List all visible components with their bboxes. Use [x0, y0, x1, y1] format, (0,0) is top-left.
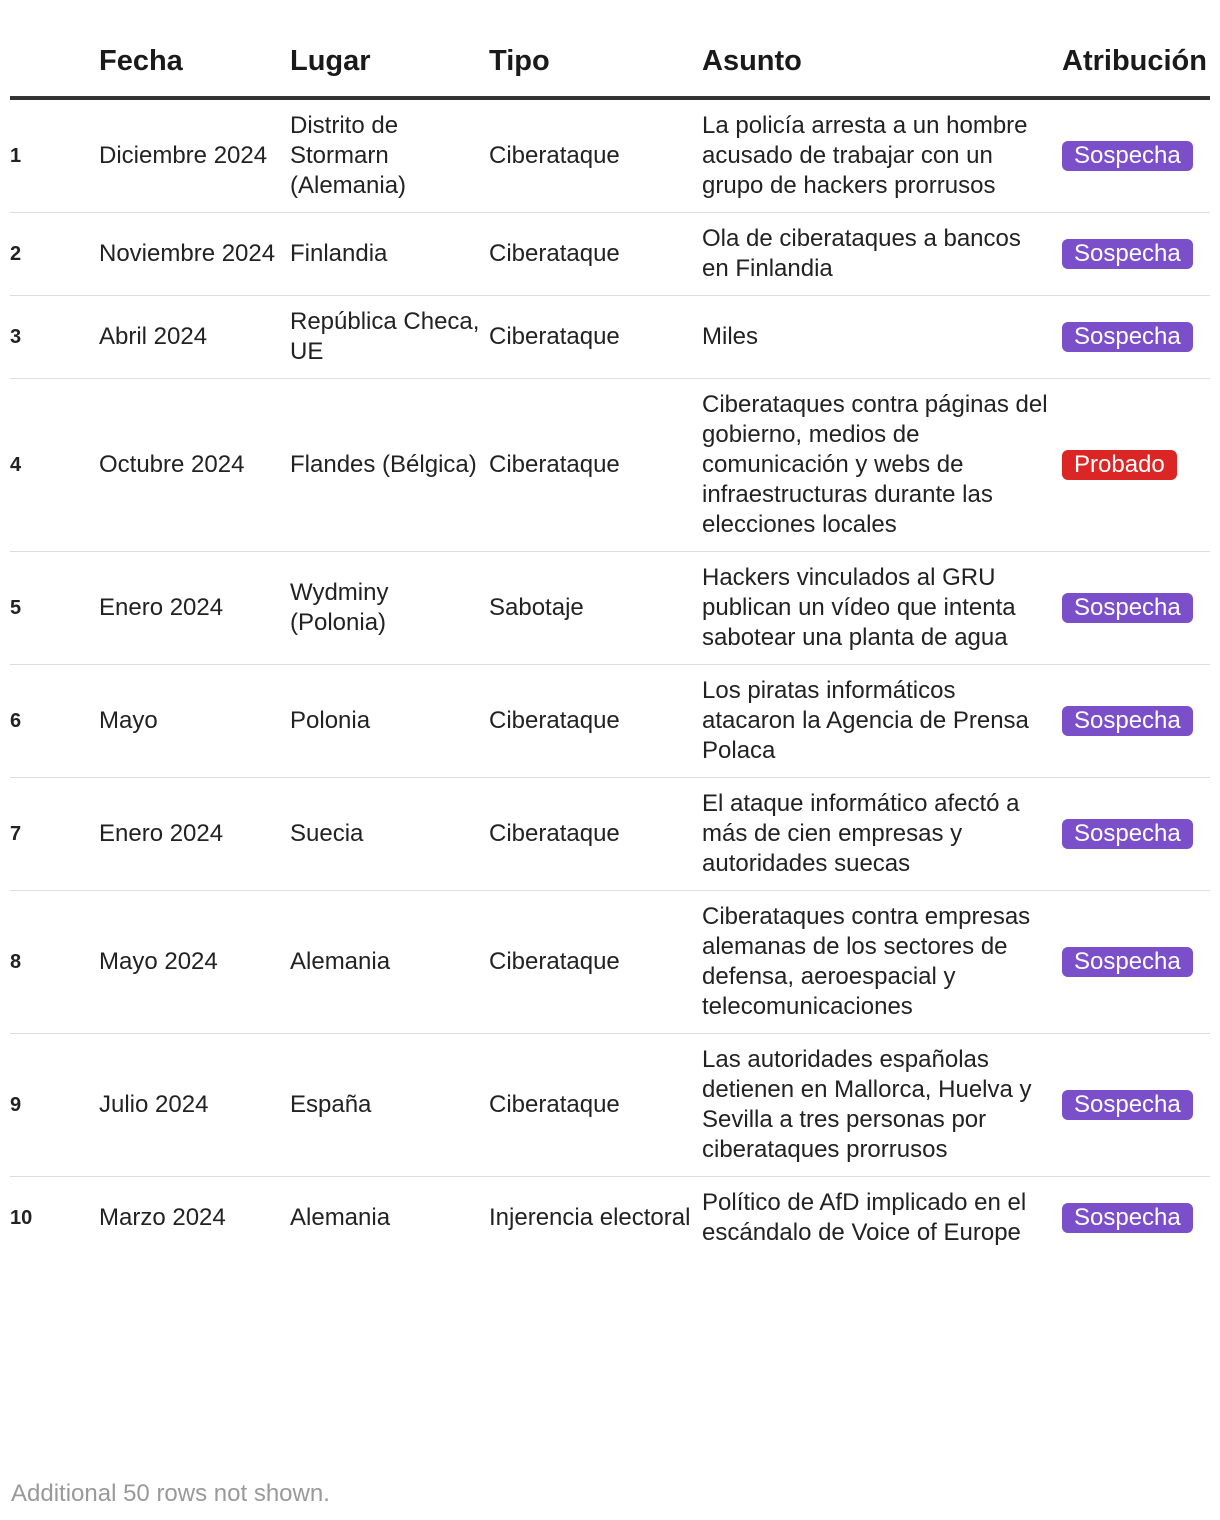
cell-lugar: Polonia	[290, 665, 489, 778]
cell-asunto: Ciberataques contra empresas alemanas de los sectores de defensa, aeroespacial y telecomunicaciones	[702, 891, 1062, 1034]
table-row	[10, 665, 1210, 778]
cell-tipo: Ciberataque	[489, 778, 702, 891]
cell-lugar: Wydminy (Polonia)	[290, 552, 489, 665]
attribution-badge: Sospecha	[1062, 706, 1193, 736]
cell-tipo: Sabotaje	[489, 552, 702, 665]
table-row	[10, 98, 1210, 213]
cell-lugar: España	[290, 1034, 489, 1177]
header-asunto[interactable]: Asunto	[702, 0, 1062, 98]
cell-lugar: República Checa, UE	[290, 296, 489, 379]
cell-num: 8	[10, 891, 99, 1034]
cell-fecha: Diciembre 2024	[99, 98, 290, 213]
cell-lugar: Suecia	[290, 778, 489, 891]
table-row	[10, 778, 1210, 891]
cell-num: 9	[10, 1034, 99, 1177]
cell-fecha: Mayo	[99, 665, 290, 778]
header-num	[10, 0, 99, 98]
cell-tipo: Ciberataque	[489, 213, 702, 296]
cell-num: 10	[10, 1207, 33, 1229]
cell-num: 3	[10, 296, 99, 379]
attribution-badge: Sospecha	[1062, 819, 1193, 849]
cell-atribucion	[1062, 213, 1210, 296]
cell-tipo: Ciberataque	[489, 296, 702, 379]
attribution-badge: Sospecha	[1062, 1203, 1193, 1233]
header-lugar[interactable]: Lugar	[290, 0, 489, 98]
table-row	[10, 891, 1210, 1034]
cell-num: 2	[10, 213, 99, 296]
cell-tipo: Ciberataque	[489, 1034, 702, 1177]
cell-asunto: La policía arresta a un hombre acusado de trabajar con un grupo de hackers prorrusos	[702, 98, 1062, 213]
cell-atribucion	[1062, 778, 1210, 891]
cell-atribucion	[1062, 296, 1210, 379]
cell-tipo: Injerencia electoral	[489, 1204, 691, 1231]
cell-num: 1	[10, 98, 99, 213]
table-row	[10, 296, 1210, 379]
cell-lugar: Alemania	[290, 1204, 391, 1231]
cell-num: 4	[10, 379, 99, 552]
table-body	[10, 98, 1210, 1259]
cell-asunto: Hackers vinculados al GRU publican un vídeo que intenta sabotear una planta de agua	[702, 552, 1062, 665]
attribution-badge: Sospecha	[1062, 239, 1193, 269]
table-header	[10, 0, 1210, 98]
header-row	[10, 0, 1210, 98]
cell-atribucion	[1062, 552, 1210, 665]
cell-atribucion	[1062, 891, 1210, 1034]
attribution-badge: Sospecha	[1062, 141, 1193, 171]
cell-asunto: Los piratas informáticos atacaron la Agencia de Prensa Polaca	[702, 665, 1062, 778]
cell-asunto: Político de AfD implicado en el escándalo de Voice of Europe	[702, 1189, 1027, 1246]
header-tipo[interactable]: Tipo	[489, 0, 702, 98]
table-row	[10, 1177, 1210, 1260]
attribution-badge: Sospecha	[1062, 322, 1193, 352]
cell-asunto: El ataque informático afectó a más de cien empresas y autoridades suecas	[702, 778, 1062, 891]
cell-lugar: Alemania	[290, 891, 489, 1034]
cell-asunto: Ciberataques contra páginas del gobierno, medios de comunicación y webs de infraestructuras durante las elecciones locales	[702, 379, 1062, 552]
attribution-badge: Sospecha	[1062, 947, 1193, 977]
cell-tipo: Ciberataque	[489, 379, 702, 552]
header-fecha[interactable]: Fecha	[99, 0, 290, 98]
cell-tipo: Ciberataque	[489, 665, 702, 778]
cell-fecha: Octubre 2024	[99, 379, 290, 552]
incidents-table	[10, 0, 1210, 1259]
cell-fecha: Noviembre 2024	[99, 213, 290, 296]
cell-num: 5	[10, 552, 99, 665]
cell-atribucion	[1062, 665, 1210, 778]
cell-atribucion	[1062, 379, 1210, 552]
table-row	[10, 213, 1210, 296]
cell-fecha: Mayo 2024	[99, 891, 290, 1034]
table-row	[10, 1034, 1210, 1177]
attribution-badge: Sospecha	[1062, 1090, 1193, 1120]
cell-atribucion	[1062, 1034, 1210, 1177]
cell-tipo: Ciberataque	[489, 98, 702, 213]
data-table-container	[10, 0, 1210, 1259]
cell-fecha: Enero 2024	[99, 778, 290, 891]
cell-fecha: Julio 2024	[99, 1034, 290, 1177]
cell-fecha: Marzo 2024	[99, 1204, 226, 1231]
cell-asunto: Ola de ciberataques a bancos en Finlandia	[702, 213, 1062, 296]
cell-num: 7	[10, 778, 99, 891]
cell-tipo: Ciberataque	[489, 891, 702, 1034]
cell-asunto: Miles	[702, 296, 1062, 379]
cell-fecha: Abril 2024	[99, 296, 290, 379]
attribution-badge: Probado	[1062, 450, 1177, 480]
footer-note: Additional 50 rows not shown.	[11, 1480, 330, 1507]
cell-fecha: Enero 2024	[99, 552, 290, 665]
cell-lugar: Flandes (Bélgica)	[290, 379, 489, 552]
cell-num: 6	[10, 665, 99, 778]
table-row	[10, 379, 1210, 552]
table-row	[10, 552, 1210, 665]
cell-atribucion	[1062, 1177, 1210, 1260]
header-atribucion[interactable]: Atribución	[1062, 0, 1210, 98]
cell-lugar: Distrito de Stormarn (Alemania)	[290, 98, 489, 213]
cell-atribucion	[1062, 98, 1210, 213]
attribution-badge: Sospecha	[1062, 593, 1193, 623]
cell-lugar: Finlandia	[290, 213, 489, 296]
cell-asunto: Las autoridades españolas detienen en Mallorca, Huelva y Sevilla a tres personas por ciberataques prorrusos	[702, 1034, 1062, 1177]
